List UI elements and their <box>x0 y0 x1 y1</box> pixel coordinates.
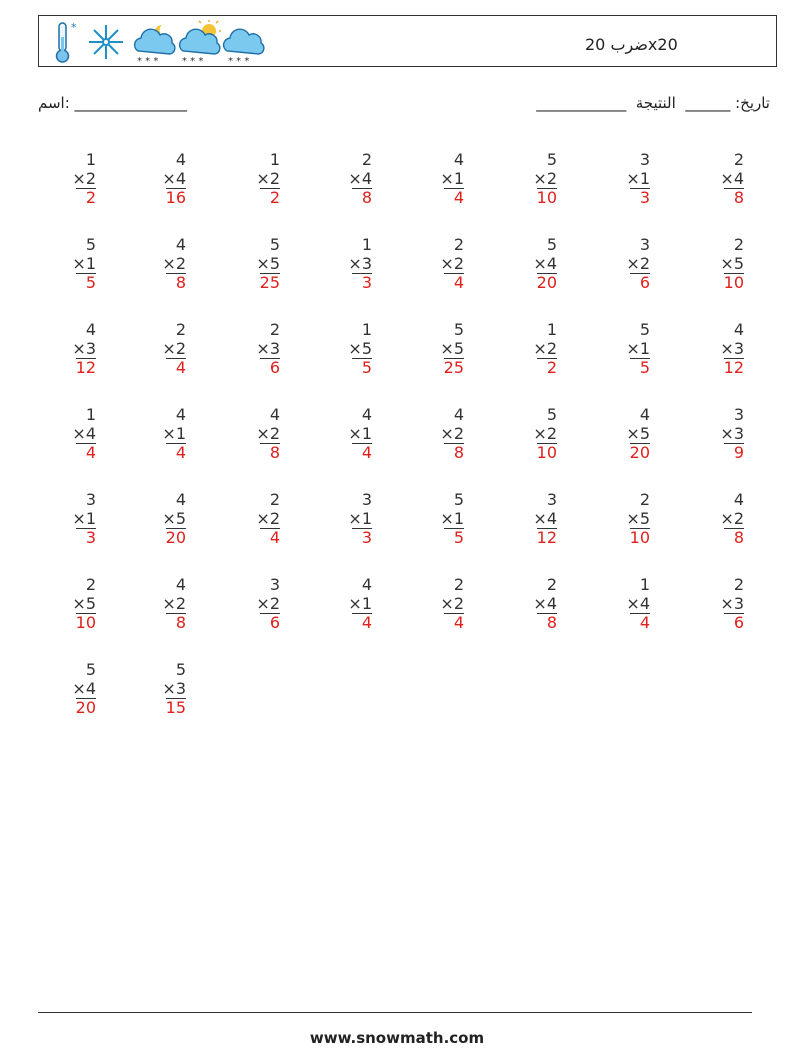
problem-6-3 <box>240 575 280 635</box>
svg-text:* * *: * * * <box>137 56 159 65</box>
multiplicand: 2 <box>733 235 744 254</box>
multiplier: ×1 <box>626 169 650 188</box>
problem-4-1 <box>56 405 96 465</box>
multiplier: ×5 <box>626 424 650 443</box>
svg-text:* * *: * * * <box>182 56 204 65</box>
multiplicand: 3 <box>361 490 372 509</box>
problem-3-8 <box>704 320 744 380</box>
answer: 4 <box>260 528 280 547</box>
answer: 10 <box>75 613 96 632</box>
problem-1-3 <box>240 150 280 210</box>
multiplier: ×1 <box>626 339 650 358</box>
problem-6-5 <box>424 575 464 635</box>
problem-6-8 <box>704 575 744 635</box>
snowflake-icon <box>89 25 123 59</box>
multiplier: ×2 <box>256 594 280 613</box>
multiplier: ×1 <box>162 424 186 443</box>
multiplier: ×2 <box>533 339 557 358</box>
multiplicand: 2 <box>269 320 280 339</box>
answer: 16 <box>165 188 186 207</box>
multiplicand: 4 <box>175 150 186 169</box>
answer: 8 <box>537 613 557 632</box>
multiplier: ×5 <box>256 254 280 273</box>
multiplier: ×4 <box>533 254 557 273</box>
multiplicand: 1 <box>269 150 280 169</box>
problem-1-8 <box>704 150 744 210</box>
answer: 6 <box>724 613 744 632</box>
svg-text:* * *: * * * <box>228 56 250 65</box>
answer: 8 <box>166 273 186 292</box>
worksheet-header <box>38 15 777 67</box>
problem-2-4 <box>332 235 372 295</box>
problem-6-4 <box>332 575 372 635</box>
multiplicand: 4 <box>453 150 464 169</box>
cloud-moon-snow-icon <box>135 25 175 65</box>
answer: 4 <box>76 443 96 462</box>
answer: 6 <box>260 613 280 632</box>
multiplicand: 3 <box>269 575 280 594</box>
answer: 15 <box>165 698 186 717</box>
problem-1-1 <box>56 150 96 210</box>
multiplicand: 2 <box>453 575 464 594</box>
answer: 20 <box>629 443 650 462</box>
problem-2-5 <box>424 235 464 295</box>
multiplicand: 5 <box>546 235 557 254</box>
answer: 4 <box>166 443 186 462</box>
thermometer-icon <box>57 21 78 62</box>
problem-6-2 <box>146 575 186 635</box>
answer: 4 <box>166 358 186 377</box>
answer: 8 <box>724 528 744 547</box>
multiplicand: 3 <box>639 235 650 254</box>
multiplier: ×3 <box>256 339 280 358</box>
multiplier: ×4 <box>533 594 557 613</box>
answer: 3 <box>352 528 372 547</box>
problem-3-7 <box>610 320 650 380</box>
problem-5-3 <box>240 490 280 550</box>
multiplicand: 4 <box>269 405 280 424</box>
answer: 8 <box>260 443 280 462</box>
answer: 5 <box>630 358 650 377</box>
multiplicand: 4 <box>175 405 186 424</box>
answer: 8 <box>724 188 744 207</box>
problem-1-2 <box>146 150 186 210</box>
answer: 5 <box>444 528 464 547</box>
footer-url: www.snowmath.com <box>309 1029 485 1047</box>
multiplicand: 4 <box>639 405 650 424</box>
answer: 4 <box>444 273 464 292</box>
problem-5-4 <box>332 490 372 550</box>
problem-3-4 <box>332 320 372 380</box>
multiplier: ×5 <box>440 339 464 358</box>
answer: 8 <box>352 188 372 207</box>
multiplicand: 5 <box>175 660 186 679</box>
problem-2-1 <box>56 235 96 295</box>
answer: 12 <box>536 528 557 547</box>
multiplier: ×1 <box>440 169 464 188</box>
multiplier: ×2 <box>440 424 464 443</box>
problem-5-1 <box>56 490 96 550</box>
multiplicand: 2 <box>269 490 280 509</box>
multiplier: ×2 <box>256 424 280 443</box>
multiplier: ×4 <box>162 169 186 188</box>
date-score-field-line: تاريخ: ______ النتيجة ____________ <box>536 94 770 112</box>
multiplier: ×1 <box>348 424 372 443</box>
multiplier: ×3 <box>72 339 96 358</box>
answer: 6 <box>630 273 650 292</box>
problem-4-2 <box>146 405 186 465</box>
problem-4-6 <box>517 405 557 465</box>
multiplier: ×1 <box>348 509 372 528</box>
multiplier: ×5 <box>720 254 744 273</box>
problem-1-5 <box>424 150 464 210</box>
answer: 20 <box>165 528 186 547</box>
weather-icons-strip <box>49 19 269 65</box>
multiplicand: 2 <box>639 490 650 509</box>
multiplier: ×2 <box>72 169 96 188</box>
multiplicand: 4 <box>361 405 372 424</box>
answer: 5 <box>76 273 96 292</box>
problem-5-8 <box>704 490 744 550</box>
answer: 5 <box>352 358 372 377</box>
svg-text:*: * <box>71 21 77 34</box>
answer: 4 <box>630 613 650 632</box>
multiplier: ×1 <box>440 509 464 528</box>
problem-4-8 <box>704 405 744 465</box>
multiplicand: 1 <box>361 235 372 254</box>
multiplier: ×2 <box>162 254 186 273</box>
answer: 6 <box>260 358 280 377</box>
answer: 4 <box>444 613 464 632</box>
multiplicand: 1 <box>85 150 96 169</box>
answer: 9 <box>724 443 744 462</box>
multiplicand: 2 <box>453 235 464 254</box>
multiplier: ×5 <box>72 594 96 613</box>
multiplicand: 2 <box>733 150 744 169</box>
problem-2-2 <box>146 235 186 295</box>
multiplier: ×4 <box>533 509 557 528</box>
problem-5-6 <box>517 490 557 550</box>
problem-5-7 <box>610 490 650 550</box>
multiplier: ×3 <box>720 339 744 358</box>
multiplicand: 2 <box>85 575 96 594</box>
answer: 3 <box>352 273 372 292</box>
multiplier: ×4 <box>626 594 650 613</box>
name-field-line: اسم: _______________ <box>38 94 188 112</box>
multiplicand: 4 <box>85 320 96 339</box>
cloud-sun-snow-icon <box>180 20 221 65</box>
multiplicand: 2 <box>361 150 372 169</box>
problem-6-6 <box>517 575 557 635</box>
multiplier: ×4 <box>72 424 96 443</box>
problem-2-8 <box>704 235 744 295</box>
multiplicand: 5 <box>546 405 557 424</box>
problem-2-7 <box>610 235 650 295</box>
multiplicand: 2 <box>175 320 186 339</box>
multiplier: ×3 <box>162 679 186 698</box>
multiplier: ×2 <box>256 169 280 188</box>
multiplier: ×2 <box>162 594 186 613</box>
multiplicand: 3 <box>85 490 96 509</box>
multiplicand: 5 <box>85 660 96 679</box>
problem-4-7 <box>610 405 650 465</box>
multiplicand: 3 <box>733 405 744 424</box>
multiplier: ×2 <box>720 509 744 528</box>
multiplier: ×1 <box>348 594 372 613</box>
answer: 4 <box>352 613 372 632</box>
multiplicand: 4 <box>361 575 372 594</box>
problem-3-5 <box>424 320 464 380</box>
multiplicand: 1 <box>639 575 650 594</box>
problem-3-3 <box>240 320 280 380</box>
multiplicand: 5 <box>453 320 464 339</box>
problem-4-5 <box>424 405 464 465</box>
multiplier: ×2 <box>533 424 557 443</box>
answer: 8 <box>444 443 464 462</box>
answer: 20 <box>75 698 96 717</box>
problem-4-3 <box>240 405 280 465</box>
problem-3-2 <box>146 320 186 380</box>
multiplicand: 5 <box>85 235 96 254</box>
problem-1-6 <box>517 150 557 210</box>
multiplier: ×2 <box>533 169 557 188</box>
multiplicand: 4 <box>733 490 744 509</box>
multiplier: ×5 <box>162 509 186 528</box>
multiplicand: 2 <box>733 575 744 594</box>
multiplicand: 5 <box>546 150 557 169</box>
problem-1-4 <box>332 150 372 210</box>
answer: 8 <box>166 613 186 632</box>
answer: 25 <box>259 273 280 292</box>
answer: 10 <box>536 188 557 207</box>
answer: 4 <box>444 188 464 207</box>
multiplier: ×3 <box>720 594 744 613</box>
problem-7-2 <box>146 660 186 720</box>
multiplicand: 4 <box>733 320 744 339</box>
multiplicand: 4 <box>175 235 186 254</box>
answer: 2 <box>260 188 280 207</box>
answer: 25 <box>443 358 464 377</box>
multiplier: ×3 <box>348 254 372 273</box>
problem-4-4 <box>332 405 372 465</box>
multiplicand: 2 <box>546 575 557 594</box>
problem-2-6 <box>517 235 557 295</box>
multiplicand: 5 <box>269 235 280 254</box>
multiplicand: 3 <box>639 150 650 169</box>
problem-6-1 <box>56 575 96 635</box>
problem-5-2 <box>146 490 186 550</box>
multiplier: ×2 <box>626 254 650 273</box>
multiplier: ×4 <box>720 169 744 188</box>
answer: 12 <box>723 358 744 377</box>
multiplicand: 5 <box>639 320 650 339</box>
answer: 10 <box>629 528 650 547</box>
answer: 4 <box>352 443 372 462</box>
answer: 3 <box>76 528 96 547</box>
multiplicand: 1 <box>361 320 372 339</box>
cloud-snow-icon <box>224 29 264 65</box>
multiplier: ×4 <box>348 169 372 188</box>
multiplier: ×2 <box>440 594 464 613</box>
answer: 10 <box>723 273 744 292</box>
multiplicand: 1 <box>546 320 557 339</box>
multiplicand: 4 <box>453 405 464 424</box>
multiplier: ×2 <box>162 339 186 358</box>
multiplier: ×4 <box>72 679 96 698</box>
multiplier: ×2 <box>440 254 464 273</box>
problem-3-6 <box>517 320 557 380</box>
problem-1-7 <box>610 150 650 210</box>
footer-divider <box>38 1012 752 1013</box>
multiplier: ×3 <box>720 424 744 443</box>
multiplicand: 4 <box>175 575 186 594</box>
multiplicand: 3 <box>546 490 557 509</box>
problem-5-5 <box>424 490 464 550</box>
answer: 3 <box>630 188 650 207</box>
multiplier: ×5 <box>348 339 372 358</box>
multiplier: ×2 <box>256 509 280 528</box>
answer: 20 <box>536 273 557 292</box>
multiplicand: 5 <box>453 490 464 509</box>
multiplicand: 1 <box>85 405 96 424</box>
worksheet-title: ضرب 20x20 <box>585 35 678 54</box>
problem-7-1 <box>56 660 96 720</box>
multiplier: ×1 <box>72 254 96 273</box>
multiplier: ×5 <box>626 509 650 528</box>
multiplicand: 4 <box>175 490 186 509</box>
answer: 10 <box>536 443 557 462</box>
problem-3-1 <box>56 320 96 380</box>
answer: 12 <box>75 358 96 377</box>
problem-6-7 <box>610 575 650 635</box>
multiplier: ×1 <box>72 509 96 528</box>
answer: 2 <box>537 358 557 377</box>
answer: 2 <box>76 188 96 207</box>
problem-2-3 <box>240 235 280 295</box>
